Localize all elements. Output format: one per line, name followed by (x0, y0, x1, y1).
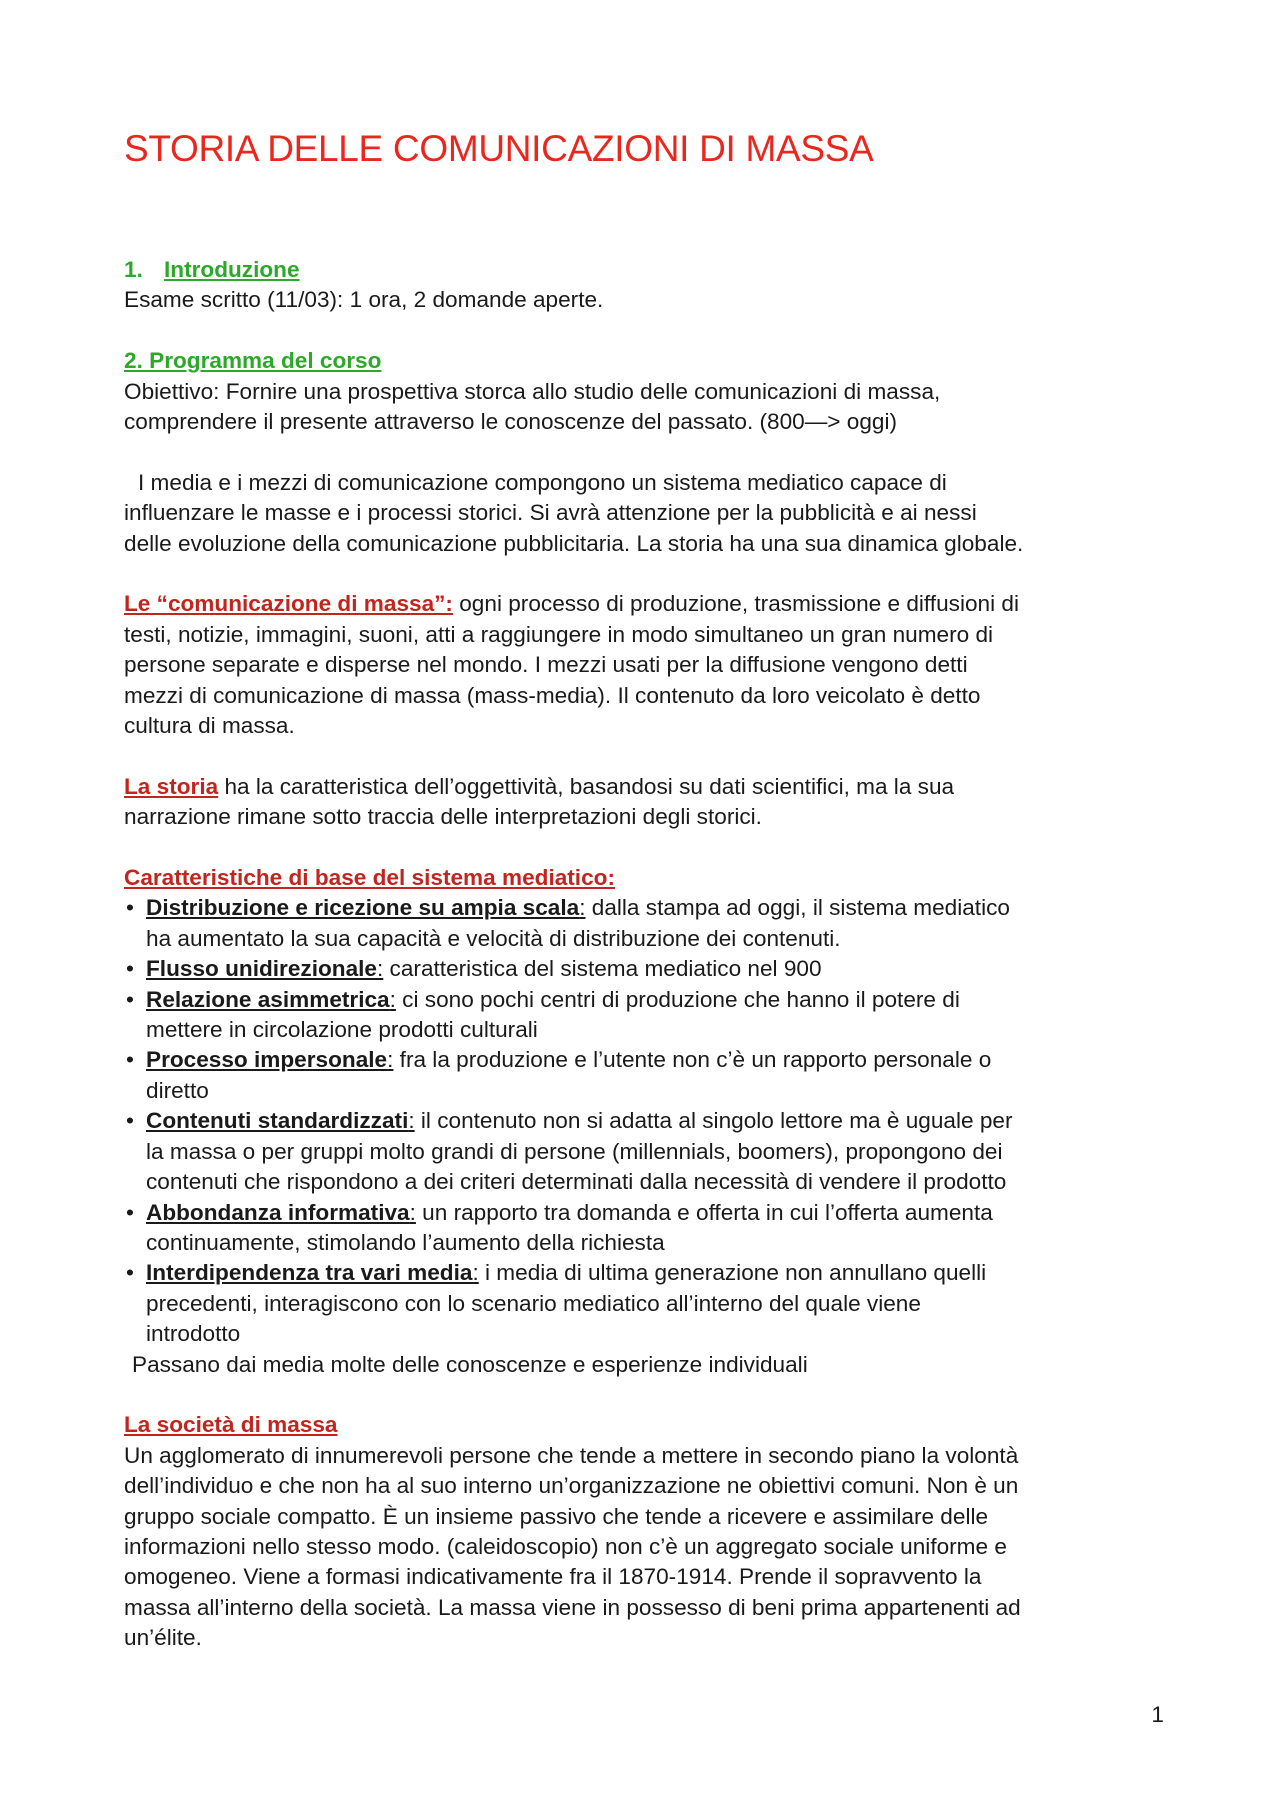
feature-term: Relazione asimmetrica (146, 986, 390, 1012)
intro-number: 1. (124, 257, 143, 282)
mass-society-line: gruppo sociale compatto. È un insieme passivo che tende a ricevere e assimilare delle (124, 1503, 989, 1529)
feature-term: Abbondanza informativa (146, 1199, 410, 1225)
mass-comm-term: Le “comunicazione di massa”: (124, 591, 453, 617)
feature-text: fra la produzione e l’utente non c’è un rapporto personale o (393, 1047, 992, 1073)
program-heading-text: 2. Programma del corso (124, 348, 382, 374)
program-heading (124, 346, 1174, 376)
mass-society-line: massa all’interno della società. La massa viene in possesso di beni prima appartenenti ad (124, 1594, 1021, 1620)
features-heading (124, 863, 1174, 893)
feature-text: precedenti, interagiscono con lo scenario mediatico all’interno del quale viene (146, 1290, 921, 1316)
bullet-icon: • (126, 956, 134, 982)
feature-text: la massa o per gruppi molto grandi di persone (millennials, boomers), propongono dei (146, 1138, 1003, 1164)
feature-text: il contenuto non si adatta al singolo lettore ma è uguale per (414, 1108, 1013, 1134)
history-first-line (124, 772, 1174, 802)
mass-comm-line: mezzi di comunicazione di massa (mass-media). Il contenuto da loro veicolato è detto (124, 682, 981, 708)
feature-term: Flusso unidirezionale (146, 956, 377, 982)
list-item: • Abbondanza informativa: un rapporto tra domanda e offerta in cui l’offerta aumenta continuamente, stimolando l’aumento della richiesta (126, 1199, 993, 1255)
mass-comm-first-line-text: ogni processo di produzione, trasmissione e diffusioni di (452, 591, 1019, 617)
mass-society-line: omogeneo. Viene a formasi indicativamente fra il 1870-1914. Prende il sopravvento la (124, 1564, 982, 1590)
list-item: • Flusso unidirezionale: caratteristica del sistema mediatico nel 900 (124, 954, 1174, 984)
bullet-icon: • (126, 986, 134, 1012)
mass-comm-first-line (124, 589, 1174, 619)
list-item: • Relazione asimmetrica: ci sono pochi centri di produzione che hanno il potere di mettere in circolazione prodotti culturali (126, 986, 960, 1043)
feature-text: dalla stampa ad oggi, il sistema mediatico (585, 895, 1010, 921)
list-item: • Processo impersonale: fra la produzione e l’utente non c’è un rapporto personale o diretto (126, 1047, 992, 1103)
feature-text: ha aumentato la sua capacità e velocità di distribuzione dei contenuti. (146, 925, 841, 951)
feature-text: diretto (146, 1077, 209, 1103)
intro-heading-text: Introduzione (164, 257, 300, 282)
features-list (124, 893, 1174, 1349)
document-body (124, 255, 1174, 1654)
list-item: • Interdipendenza tra vari media: i media di ultima generazione non annullano quelli precedenti, interagiscono con lo scenario mediatico all’interno del quale viene introdotto (126, 1260, 987, 1347)
feature-term: Distribuzione e ricezione su ampia scala (146, 895, 580, 921)
intro-heading (124, 255, 1174, 285)
page-number: 1 (1151, 1702, 1164, 1727)
feature-term: Contenuti standardizzati (146, 1108, 409, 1134)
feature-text: mettere in circolazione prodotti culturali (146, 1017, 538, 1043)
intro-text: Esame scritto (11/03): 1 ora, 2 domande aperte. (124, 287, 604, 313)
features-closing: Passano dai media molte delle conoscenze e esperienze individuali (132, 1351, 808, 1377)
mass-society-line: un’élite. (124, 1625, 202, 1651)
mass-society-heading-text: La società di massa (124, 1412, 338, 1438)
bullet-icon: • (126, 1108, 134, 1134)
feature-text: introdotto (146, 1321, 241, 1347)
feature-term: Interdipendenza tra vari media (146, 1260, 473, 1286)
bullet-icon: • (126, 1260, 134, 1286)
history-line: narrazione rimane sotto traccia delle interpretazioni degli storici. (124, 804, 762, 830)
mass-society-heading (124, 1410, 1174, 1440)
document-title: STORIA DELLE COMUNICAZIONI DI MASSA (124, 128, 874, 169)
feature-text: caratteristica del sistema mediatico nel 900 (383, 956, 822, 982)
features-heading-text: Caratteristiche di base del sistema mediatico: (124, 865, 615, 891)
mass-society-line: Un agglomerato di innumerevoli persone che tende a mettere in secondo piano la volontà (124, 1442, 1019, 1468)
list-item: • Distribuzione e ricezione su ampia scala: dalla stampa ad oggi, il sistema mediatico ha aumentato la sua capacità e velocità di distribuzione dei contenuti. (126, 895, 1010, 951)
mass-comm-line: persone separate e disperse nel mondo. I mezzi usati per la diffusione vengono detti (124, 652, 968, 678)
bullet-icon: • (126, 1047, 134, 1073)
history-term: La storia (124, 773, 219, 799)
mass-society-line: dell’individuo e che non ha al suo interno un’organizzazione ne obiettivi comuni. Non è un (124, 1473, 1019, 1499)
feature-text: continuamente, stimolando l’aumento della richiesta (146, 1229, 665, 1255)
feature-term: Processo impersonale (146, 1047, 388, 1073)
program-line: Obiettivo: Fornire una prospettiva storca allo studio delle comunicazioni di massa, (124, 378, 941, 404)
mass-society-line: informazioni nello stesso modo. (caleidoscopio) non c’è un aggregato sociale uniforme e (124, 1533, 1007, 1559)
mass-comm-line: cultura di massa. (124, 713, 295, 739)
program-para2-line: delle evoluzione della comunicazione pubblicitaria. La storia ha una sua dinamica globale. (124, 530, 1024, 556)
bullet-icon: • (126, 895, 134, 921)
feature-text: i media di ultima generazione non annullano quelli (478, 1260, 987, 1286)
feature-text: contenuti che rispondono a dei criteri determinati dalla necessità di vendere il prodotto (146, 1169, 1007, 1195)
list-item: • Contenuti standardizzati: il contenuto non si adatta al singolo lettore ma è uguale per la massa o per gruppi molto grandi di persone (millennials, boomers), propongono dei contenuti che rispondono a dei criteri determinati dalla necessità di vendere il prodotto (126, 1108, 1013, 1195)
program-para2-line: I media e i mezzi di comunicazione compongono un sistema mediatico capace di (138, 469, 947, 495)
history-first-line-text: ha la caratteristica dell’oggettività, basandosi su dati scientifici, ma la sua (218, 773, 955, 799)
feature-text: un rapporto tra domanda e offerta in cui l’offerta aumenta (415, 1199, 993, 1225)
feature-text: ci sono pochi centri di produzione che hanno il potere di (395, 986, 960, 1012)
program-para2-line: influenzare le masse e i processi storici. Si avrà attenzione per la pubblicità e ai nessi (124, 500, 977, 526)
bullet-icon: • (126, 1199, 134, 1225)
program-line: comprendere il presente attraverso le conoscenze del passato. (800—> oggi) (124, 409, 898, 435)
mass-comm-line: testi, notizie, immagini, suoni, atti a raggiungere in modo simultaneo un gran numero di (124, 621, 994, 647)
